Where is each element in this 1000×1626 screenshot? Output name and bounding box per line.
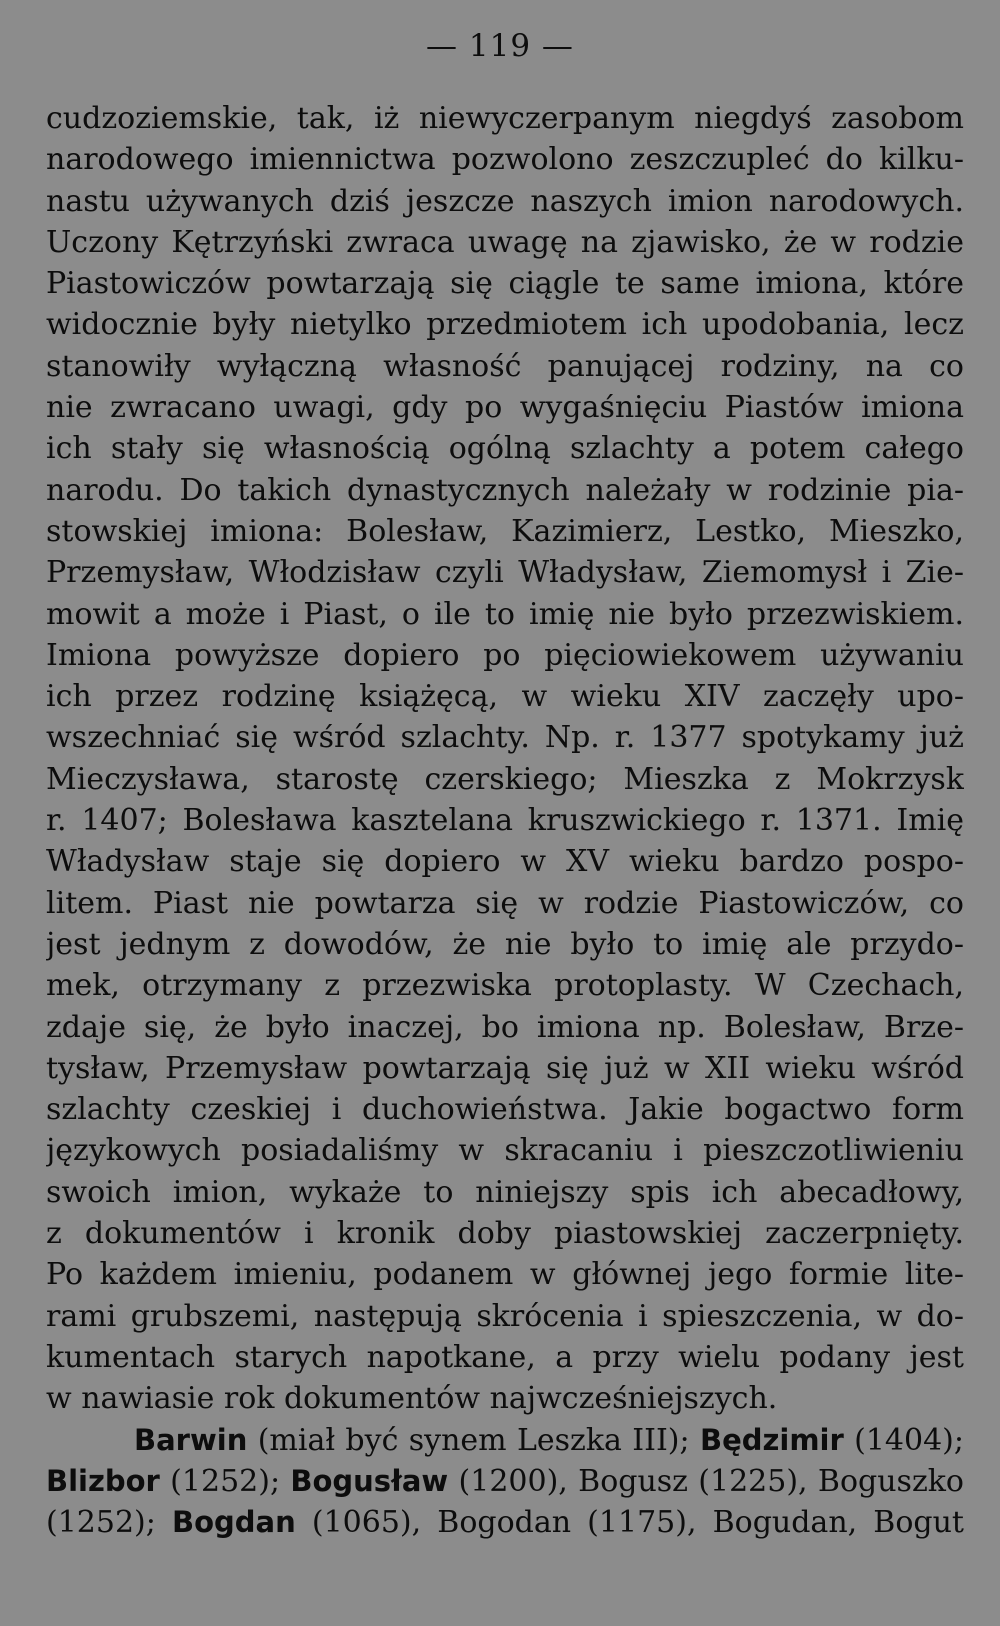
text-line: tysław, Przemysław powtarzają się już w XII wieku wśród bbox=[46, 1050, 964, 1086]
entry-text: (1200), Bogusz (1225), Boguszko bbox=[448, 1463, 964, 1499]
entry-text: (miał być synem Leszka III); bbox=[247, 1422, 700, 1458]
text-line: nie zwracano uwagi, gdy po wygaśnięciu Piastów imiona bbox=[46, 390, 964, 426]
name-entry-line bbox=[46, 1461, 964, 1502]
text-line: Po każdem imieniu, podanem w głównej jego formie lite- bbox=[46, 1257, 964, 1293]
text-line: r. 1407; Bolesława kasztelana kruszwickiego r. 1371. Imię bbox=[46, 803, 964, 839]
text-line: rami grubszemi, następują skrócenia i spieszczenia, w do- bbox=[46, 1298, 964, 1334]
body-text bbox=[46, 98, 964, 1543]
entry-text: (1252); bbox=[159, 1463, 291, 1499]
text-line: mek, otrzymany z przezwiska protoplasty. W Czechach, bbox=[46, 968, 964, 1004]
name-entry-line bbox=[46, 1502, 964, 1543]
text-line: jest jednym z dowodów, że nie było to imię ale przydo- bbox=[46, 926, 964, 962]
text-line: Przemysław, Włodzisław czyli Władysław, Ziemomysł i Zie- bbox=[46, 555, 964, 591]
entry-text: (1065), Bogodan (1175), Bogudan, Bogut bbox=[295, 1505, 964, 1541]
text-line: ich przez rodzinę książęcą, w wieku XIV zaczęły upo- bbox=[46, 679, 964, 715]
text-line: litem. Piast nie powtarza się w rodzie Piastowiczów, co bbox=[46, 885, 964, 921]
text-line: nastu używanych dziś jeszcze naszych imion narodowych. bbox=[46, 183, 964, 219]
text-line: stowskiej imiona: Bolesław, Kazimierz, Lestko, Mieszko, bbox=[46, 513, 964, 549]
entry-name: Blizbor bbox=[46, 1463, 160, 1498]
text-line: swoich imion, wykaże to niniejszy spis ich abecadłowy, bbox=[46, 1174, 964, 1210]
text-line: Władysław staje się dopiero w XV wieku bardzo pospo- bbox=[46, 844, 964, 880]
text-line: narodowego imiennictwa pozwolono zeszczuplеć do kilku- bbox=[46, 142, 964, 178]
text-line: cudzoziemskie, tak, iż niewyczerpanym niegdyś zasobom bbox=[46, 101, 964, 136]
text-line: Imiona powyższe dopiero po pięciowiekowem używaniu bbox=[46, 637, 964, 673]
entry-text: (1404); bbox=[843, 1422, 964, 1458]
text-line: językowych posiadaliśmy w skracaniu i pieszczotliwieniu bbox=[46, 1133, 964, 1169]
name-entry-line bbox=[46, 1420, 964, 1461]
entry-name: Bogusław bbox=[290, 1463, 449, 1498]
text-line: zdaje się, że było inaczej, bo imiona np. Bolesław, Brze- bbox=[46, 1009, 964, 1045]
text-line: mowit a może i Piast, o ile to imię nie było przezwiskiem. bbox=[46, 596, 964, 632]
text-line: narodu. Do takich dynastycznych należały w rodzinie pia- bbox=[46, 472, 964, 508]
page-number: — 119 — bbox=[426, 28, 574, 64]
entry-text: (1252); bbox=[46, 1505, 172, 1541]
text-line: stanowiły wyłączną własność panującej rodziny, na co bbox=[46, 348, 964, 384]
entry-name: Bogdan bbox=[171, 1505, 296, 1540]
text-line: widocznie były nietylko przedmiotem ich upodobania, lecz bbox=[46, 307, 964, 343]
text-line: szlachty czeskiej i duchowieństwa. Jakie bogactwo form bbox=[46, 1092, 964, 1128]
text-line: z dokumentów i kronik doby piastowskiej zaczerpnięty. bbox=[46, 1216, 964, 1252]
text-line: ich stały się własnością ogólną szlachty a potem całego bbox=[46, 431, 964, 467]
text-line: w nawiasie rok dokumentów najwcześniejszych. bbox=[46, 1381, 778, 1417]
text-line: wszechniać się wśród szlachty. Np. r. 1377 spotykamy już bbox=[46, 720, 964, 756]
text-line: Uczony Kętrzyński zwraca uwagę na zjawisko, że w rodzie bbox=[46, 224, 964, 260]
text-line: Piastowiczów powtarzają się ciągle te same imiona, które bbox=[46, 266, 964, 302]
entry-name: Barwin bbox=[134, 1422, 248, 1457]
entry-name: Będzimir bbox=[699, 1422, 844, 1457]
text-line: kumentach starych napotkane, a przy wielu podany jest bbox=[46, 1339, 964, 1375]
text-line: Mieczysława, starostę czerskiego; Mieszka z Mokrzysk bbox=[46, 761, 964, 797]
